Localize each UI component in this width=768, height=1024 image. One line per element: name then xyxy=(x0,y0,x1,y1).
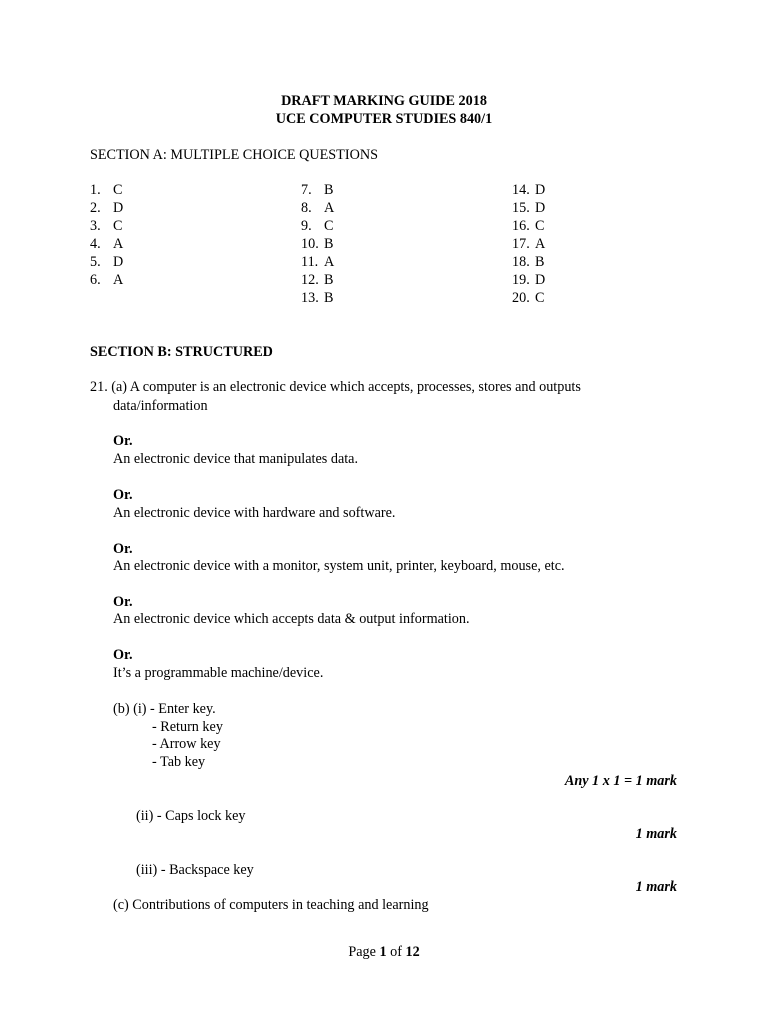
section-a-heading: SECTION A: MULTIPLE CHOICE QUESTIONS xyxy=(90,147,378,163)
b-i-option: - Arrow key xyxy=(152,736,221,752)
mcq-answer: 16. C xyxy=(512,218,545,234)
b-i-option: - Return key xyxy=(152,719,223,735)
alternative-definition: It’s a programmable machine/device. xyxy=(113,665,324,681)
mcq-answer: 17. A xyxy=(512,236,546,252)
section-b-heading: SECTION B: STRUCTURED xyxy=(90,344,273,360)
page-number: Page 1 of 12 xyxy=(348,944,420,960)
or-label: Or. xyxy=(113,487,133,503)
or-label: Or. xyxy=(113,433,133,449)
mcq-answer: 7. B xyxy=(301,182,334,198)
alternative-definition: An electronic device which accepts data & output information. xyxy=(113,611,470,627)
mcq-answer: 14. D xyxy=(512,182,546,198)
q21-a-line-1: 21. (a) A computer is an electronic device which accepts, processes, stores and outputs xyxy=(90,379,581,395)
mcq-answer: 1. C xyxy=(90,182,123,198)
or-label: Or. xyxy=(113,647,133,663)
mcq-answer: 20. C xyxy=(512,290,545,306)
alternative-definition: An electronic device with hardware and software. xyxy=(113,505,396,521)
mcq-answer: 3. C xyxy=(90,218,123,234)
q21-a-line-2: data/information xyxy=(113,398,208,414)
mcq-answer: 12. B xyxy=(301,272,334,288)
mcq-answer: 8. A xyxy=(301,200,335,216)
mcq-answer: 6. A xyxy=(90,272,124,288)
q21-b-ii: (ii) - Caps lock key xyxy=(136,808,246,824)
or-label: Or. xyxy=(113,541,133,557)
mcq-answer: 5. D xyxy=(90,254,124,270)
document-subtitle: UCE COMPUTER STUDIES 840/1 xyxy=(275,111,493,127)
document-title: DRAFT MARKING GUIDE 2018 xyxy=(281,93,487,109)
mcq-answer: 19. D xyxy=(512,272,546,288)
mcq-answer: 18. B xyxy=(512,254,545,270)
alternative-definition: An electronic device with a monitor, system unit, printer, keyboard, mouse, etc. xyxy=(113,558,565,574)
b-i-option: - Tab key xyxy=(152,754,206,770)
q21-b-i: (b) (i) - Enter key. xyxy=(113,701,216,717)
mcq-answer: 15. D xyxy=(512,200,546,216)
or-label: Or. xyxy=(113,594,133,610)
mcq-answer: 13. B xyxy=(301,290,334,306)
q21-c: (c) Contributions of computers in teaching and learning xyxy=(113,897,429,913)
b-i-mark: Any 1 x 1 = 1 mark xyxy=(564,773,677,789)
mcq-answer: 10. B xyxy=(301,236,334,252)
q21-b-iii: (iii) - Backspace key xyxy=(136,862,254,878)
mcq-column-3 xyxy=(512,181,545,307)
alternative-definition: An electronic device that manipulates data. xyxy=(113,451,359,467)
b-ii-mark: 1 mark xyxy=(635,826,677,842)
mcq-column-1 xyxy=(90,181,123,289)
mcq-column-2 xyxy=(301,181,334,307)
mcq-answer: 4. A xyxy=(90,236,124,252)
mcq-answer: 2. D xyxy=(90,200,124,216)
mcq-answer: 11. A xyxy=(301,254,335,270)
mcq-answer: 9. C xyxy=(301,218,334,234)
b-iii-mark: 1 mark xyxy=(635,879,677,895)
